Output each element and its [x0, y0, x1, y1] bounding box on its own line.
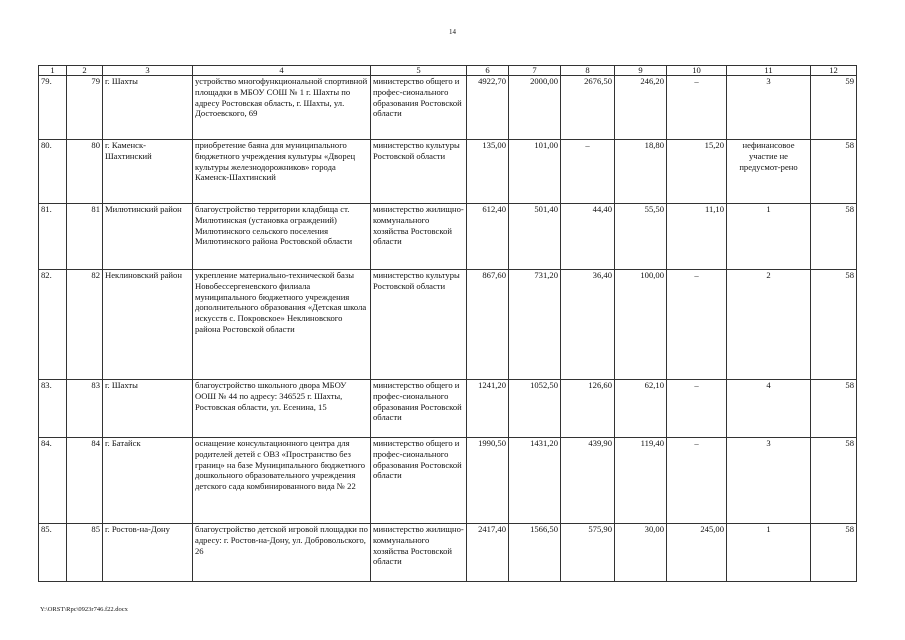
- participation: 3: [727, 76, 811, 140]
- regional-amount: 1431,20: [509, 438, 561, 524]
- column-number: 9: [615, 66, 667, 76]
- participation: 1: [727, 524, 811, 582]
- total-amount: 867,60: [467, 270, 509, 380]
- column-number: 10: [667, 66, 727, 76]
- column-number: 4: [193, 66, 371, 76]
- regional-amount: 1052,50: [509, 380, 561, 438]
- total-amount: 4922,70: [467, 76, 509, 140]
- local-amount: 439,90: [561, 438, 615, 524]
- municipality: Милютинский район: [103, 204, 193, 270]
- population-amount: 246,20: [615, 76, 667, 140]
- ministry: министерство общего и профес-сионального образования Ростовской области: [371, 438, 467, 524]
- score: 58: [811, 140, 857, 204]
- row-index: 85.: [39, 524, 67, 582]
- regional-amount: 2000,00: [509, 76, 561, 140]
- project-description: благоустройство детской игровой площадки по адресу: г. Ростов-на-Дону, ул. Добровольского, 26: [193, 524, 371, 582]
- municipality: г. Каменск-Шахтинский: [103, 140, 193, 204]
- population-amount: 100,00: [615, 270, 667, 380]
- row-number: 80: [67, 140, 103, 204]
- regional-amount: 1566,50: [509, 524, 561, 582]
- participation: нефинансовое участие не предусмот-рено: [727, 140, 811, 204]
- score: 59: [811, 76, 857, 140]
- total-amount: 612,40: [467, 204, 509, 270]
- column-number-row: [39, 66, 857, 76]
- local-amount: 36,40: [561, 270, 615, 380]
- business-amount: 11,10: [667, 204, 727, 270]
- column-number: 2: [67, 66, 103, 76]
- row-number: 83: [67, 380, 103, 438]
- column-number: 1: [39, 66, 67, 76]
- participation: 2: [727, 270, 811, 380]
- participation: 3: [727, 438, 811, 524]
- table-row: [39, 204, 857, 270]
- total-amount: 2417,40: [467, 524, 509, 582]
- total-amount: 1990,50: [467, 438, 509, 524]
- column-number: 5: [371, 66, 467, 76]
- population-amount: 62,10: [615, 380, 667, 438]
- project-description: благоустройство школьного двора МБОУ ООШ № 44 по адресу: 346525 г. Шахты, Ростовская области, ул. Есенина, 15: [193, 380, 371, 438]
- municipality: г. Шахты: [103, 76, 193, 140]
- projects-table: [38, 65, 857, 582]
- municipality: Неклиновский район: [103, 270, 193, 380]
- regional-amount: 101,00: [509, 140, 561, 204]
- page-number: 14: [449, 28, 456, 36]
- regional-amount: 731,20: [509, 270, 561, 380]
- project-description: благоустройство территории кладбища ст. Милютинская (установка ограждений) Милютинского сельского поселения Милютинского района Ростовской области: [193, 204, 371, 270]
- row-number: 81: [67, 204, 103, 270]
- row-index: 84.: [39, 438, 67, 524]
- ministry: министерство общего и профес-сионального образования Ростовской области: [371, 76, 467, 140]
- column-number: 12: [811, 66, 857, 76]
- total-amount: 135,00: [467, 140, 509, 204]
- business-amount: –: [667, 76, 727, 140]
- score: 58: [811, 438, 857, 524]
- local-amount: –: [561, 140, 615, 204]
- row-index: 79.: [39, 76, 67, 140]
- table-row: [39, 438, 857, 524]
- population-amount: 18,80: [615, 140, 667, 204]
- population-amount: 55,50: [615, 204, 667, 270]
- score: 58: [811, 204, 857, 270]
- ministry: министерство культуры Ростовской области: [371, 270, 467, 380]
- row-number: 84: [67, 438, 103, 524]
- local-amount: 126,60: [561, 380, 615, 438]
- table-row: [39, 270, 857, 380]
- score: 58: [811, 380, 857, 438]
- row-number: 85: [67, 524, 103, 582]
- local-amount: 44,40: [561, 204, 615, 270]
- business-amount: –: [667, 438, 727, 524]
- project-description: устройство многофункциональной спортивной площадки в МБОУ СОШ № 1 г. Шахты по адресу Ростовская область, г. Шахты, ул. Достоевского, 69: [193, 76, 371, 140]
- local-amount: 2676,50: [561, 76, 615, 140]
- table-row: [39, 524, 857, 582]
- business-amount: –: [667, 380, 727, 438]
- project-description: оснащение консультационного центра для родителей детей с ОВЗ «Пространство без границ» на базе Муниципального бюджетного дошкольного образовательного учреждения детского сада комбинированного вида № 22: [193, 438, 371, 524]
- row-number: 82: [67, 270, 103, 380]
- participation: 1: [727, 204, 811, 270]
- score: 58: [811, 270, 857, 380]
- column-number: 8: [561, 66, 615, 76]
- regional-amount: 501,40: [509, 204, 561, 270]
- total-amount: 1241,20: [467, 380, 509, 438]
- table-row: [39, 76, 857, 140]
- ministry: министерство жилищно-коммунального хозяйства Ростовской области: [371, 204, 467, 270]
- business-amount: –: [667, 270, 727, 380]
- table-row: [39, 380, 857, 438]
- row-index: 83.: [39, 380, 67, 438]
- column-number: 11: [727, 66, 811, 76]
- local-amount: 575,90: [561, 524, 615, 582]
- business-amount: 245,00: [667, 524, 727, 582]
- row-index: 82.: [39, 270, 67, 380]
- project-description: приобретение баяна для муниципального бюджетного учреждения культуры «Дворец культуры железнодорожников» города Каменск-Шахтинский: [193, 140, 371, 204]
- footer-file-path: Y:\ORST\Rpc\0923r746.f22.docx: [40, 606, 128, 613]
- row-number: 79: [67, 76, 103, 140]
- column-number: 6: [467, 66, 509, 76]
- ministry: министерство культуры Ростовской области: [371, 140, 467, 204]
- municipality: г. Шахты: [103, 380, 193, 438]
- row-index: 81.: [39, 204, 67, 270]
- ministry: министерство жилищно-коммунального хозяйства Ростовской области: [371, 524, 467, 582]
- business-amount: 15,20: [667, 140, 727, 204]
- ministry: министерство общего и профес-сионального образования Ростовской области: [371, 380, 467, 438]
- municipality: г. Батайск: [103, 438, 193, 524]
- table-row: [39, 140, 857, 204]
- population-amount: 30,00: [615, 524, 667, 582]
- municipality: г. Ростов-на-Дону: [103, 524, 193, 582]
- column-number: 3: [103, 66, 193, 76]
- column-number: 7: [509, 66, 561, 76]
- score: 58: [811, 524, 857, 582]
- participation: 4: [727, 380, 811, 438]
- population-amount: 119,40: [615, 438, 667, 524]
- project-description: укрепление материально-технической базы Новобессергеневского филиала муниципального бюджетного учреждения дополнительного образования «Детская школа искусств с. Покровское» Неклиновского района Ростовской области: [193, 270, 371, 380]
- row-index: 80.: [39, 140, 67, 204]
